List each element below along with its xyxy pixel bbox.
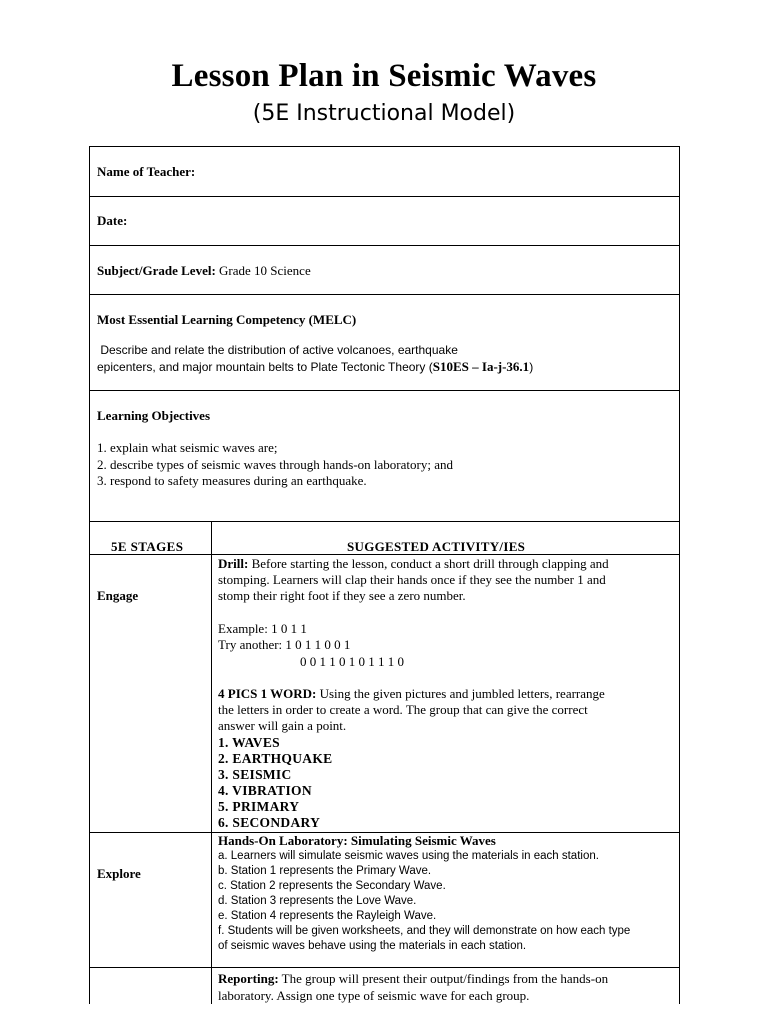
melc-code: S10ES – Ia-j-36.1 — [432, 359, 530, 374]
document-subtitle: (5E Instructional Model) — [252, 101, 516, 126]
explore-line: of seismic waves behave using the materials in each station. — [218, 940, 527, 952]
word-item: 1. WAVES — [218, 735, 280, 750]
drill-try-another: Try another: 1 0 1 1 0 0 1 — [218, 637, 351, 652]
objective-item: 3. respond to safety measures during an earthquake. — [97, 473, 367, 488]
subject-label: Subject/Grade Level: — [97, 263, 216, 278]
row-divider — [89, 245, 680, 246]
objective-item: 2. describe types of seismic waves through hands-on laboratory; and — [97, 457, 453, 472]
objective-item: 1. explain what seismic waves are; — [97, 440, 278, 455]
explore-heading: Hands-On Laboratory: Simulating Seismic Waves — [218, 833, 496, 848]
reporting-label: Reporting: — [218, 971, 279, 986]
word-item: 3. SEISMIC — [218, 767, 292, 782]
row-divider — [89, 294, 680, 295]
explore-line: f. Students will be given worksheets, and they will demonstrate on how each type — [218, 925, 631, 937]
reporting-text: The group will present their output/findings from the hands-on — [278, 971, 609, 986]
word-list — [218, 735, 332, 831]
word-item: 2. EARTHQUAKE — [218, 751, 333, 766]
row-divider — [89, 390, 680, 391]
pics-text: Using the given pictures and jumbled letters, rearrange — [316, 686, 605, 701]
drill-line-1 — [218, 556, 609, 572]
pics-line-2: the letters in order to create a word. The group that can give the correct — [218, 702, 588, 717]
melc-line-2-suffix: ) — [529, 360, 534, 374]
drill-text: Before starting the lesson, conduct a short drill through clapping and — [248, 556, 609, 571]
teacher-label: Name of Teacher: — [97, 164, 196, 179]
word-item: 5. PRIMARY — [218, 799, 300, 814]
row-divider — [89, 967, 680, 968]
stage-explore: Explore — [97, 866, 141, 881]
header-activity: SUGGESTED ACTIVITY/IES — [347, 539, 526, 554]
reporting-line-2: laboratory. Assign one type of seismic wave for each group. — [218, 988, 530, 1003]
subject-grade — [97, 263, 311, 279]
pics-line-1 — [218, 686, 605, 702]
drill-example: Example: 1 0 1 1 — [218, 621, 307, 636]
pics-label: 4 PICS 1 WORD: — [218, 686, 317, 701]
document-title: Lesson Plan in Seismic Waves — [171, 58, 597, 94]
date-label: Date: — [97, 213, 128, 228]
stage-engage: Engage — [97, 588, 139, 603]
row-divider — [89, 196, 680, 197]
header-stages: 5E STAGES — [111, 539, 184, 554]
drill-line-2: stomping. Learners will clap their hands once if they see the number 1 and — [218, 572, 606, 587]
melc-line-2 — [97, 359, 533, 375]
drill-try-another-2: 0 0 1 1 0 1 0 1 1 1 0 — [300, 654, 404, 669]
melc-line-2-prefix: epicenters, and major mountain belts to Plate Tectonic Theory ( — [97, 360, 433, 374]
row-divider — [89, 521, 680, 522]
word-item: 6. SECONDARY — [218, 815, 321, 830]
explore-line: c. Station 2 represents the Secondary Wave. — [218, 880, 446, 892]
explore-line: e. Station 4 represents the Rayleigh Wave. — [218, 910, 437, 922]
melc-line-1: Describe and relate the distribution of active volcanoes, earthquake — [97, 343, 458, 357]
word-item: 4. VIBRATION — [218, 783, 312, 798]
melc-heading: Most Essential Learning Competency (MELC) — [97, 312, 357, 327]
objectives-heading: Learning Objectives — [97, 408, 211, 423]
drill-line-3: stomp their right foot if they see a zero number. — [218, 588, 466, 603]
explore-line: d. Station 3 represents the Love Wave. — [218, 895, 417, 907]
subject-value: Grade 10 Science — [219, 263, 311, 278]
column-divider — [211, 521, 212, 1004]
explore-line: a. Learners will simulate seismic waves using the materials in each station. — [218, 850, 599, 862]
explore-line: b. Station 1 represents the Primary Wave. — [218, 865, 432, 877]
pics-line-3: answer will gain a point. — [218, 718, 347, 733]
reporting-line-1 — [218, 971, 608, 987]
drill-label: Drill: — [218, 556, 249, 571]
